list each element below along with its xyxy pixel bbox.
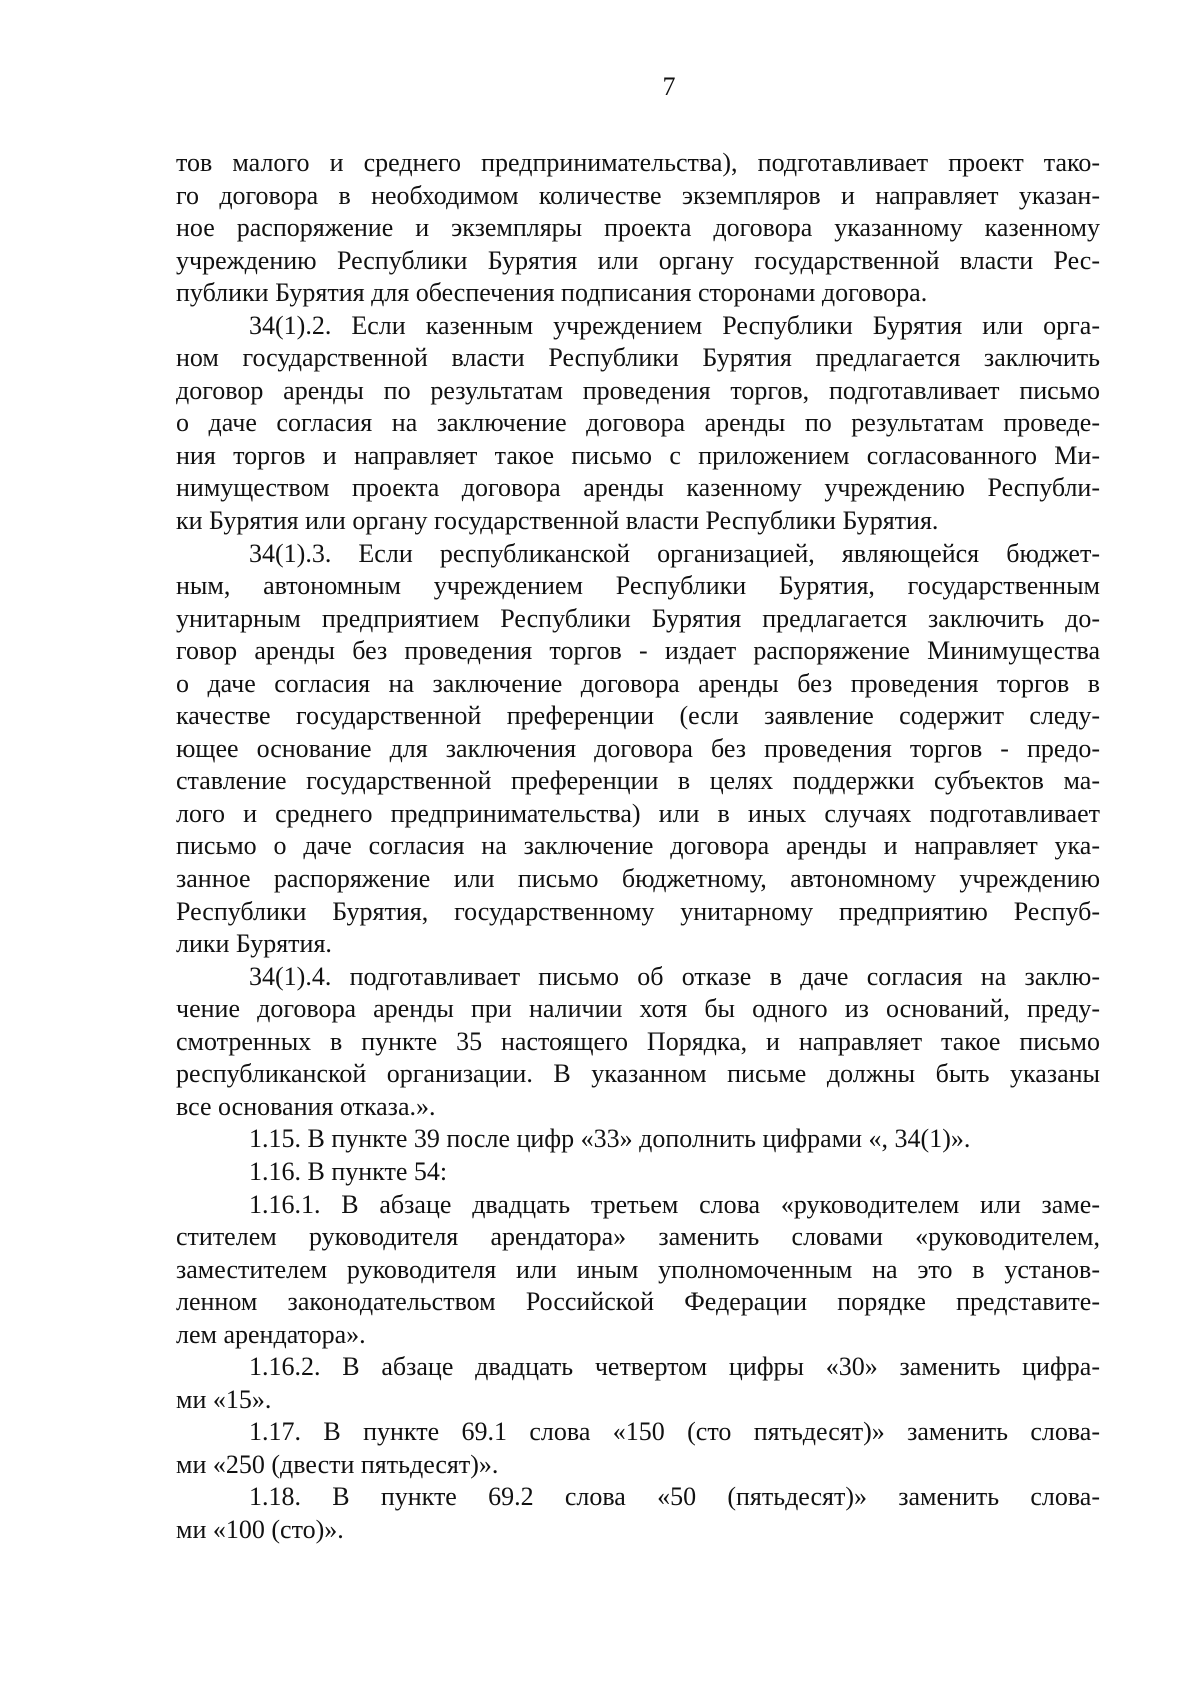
text-line: ленном законодательством Российской Федерации порядке представите-	[176, 1287, 1100, 1317]
text-line: ми «15».	[176, 1384, 272, 1414]
paragraph	[176, 1481, 1100, 1546]
text-line: унитарным предприятием Республики Бурятия предлагается заключить до-	[176, 603, 1100, 633]
text-line: лого и среднего предпринимательства) или в иных случаях подготавливает	[176, 798, 1100, 828]
text-line: занное распоряжение или письмо бюджетному, автономному учреждению	[176, 864, 1100, 894]
text-line: все основания отказа.».	[176, 1091, 436, 1121]
paragraph	[176, 1156, 1100, 1189]
text-line: республиканской организации. В указанном письме должны быть указаны	[176, 1059, 1100, 1089]
paragraph	[176, 961, 1100, 1124]
paragraph	[176, 1123, 1100, 1156]
text-line: ное распоряжение и экземпляры проекта договора указанному казенному	[176, 213, 1100, 243]
text-line: лем арендатора».	[176, 1319, 366, 1349]
text-line: учреждению Республики Бурятия или органу государственной власти Рес-	[176, 245, 1100, 275]
text-line: о даче согласия на заключение договора аренды без проведения торгов в	[176, 668, 1100, 698]
text-line: 1.16. В пункте 54:	[249, 1156, 448, 1186]
text-line: качестве государственной преференции (если заявление содержит следу-	[176, 701, 1100, 731]
page-number: 7	[662, 72, 676, 101]
paragraph	[176, 310, 1100, 538]
text-line: 1.18. В пункте 69.2 слова «50 (пятьдесят)» заменить слова-	[249, 1482, 1100, 1512]
text-line: ния торгов и направляет такое письмо с приложением согласованного Ми-	[176, 440, 1100, 470]
paragraph	[176, 147, 1100, 310]
text-line: письмо о даче согласия на заключение договора аренды и направляет ука-	[176, 831, 1100, 861]
paragraph	[176, 1189, 1100, 1352]
document-body	[176, 147, 1100, 1547]
text-line: ми «250 (двести пятьдесят)».	[176, 1449, 499, 1479]
text-line: лики Бурятия.	[176, 929, 332, 959]
text-line: ном государственной власти Республики Бурятия предлагается заключить	[176, 343, 1100, 373]
text-line: 1.17. В пункте 69.1 слова «150 (сто пятьдесят)» заменить слова-	[249, 1417, 1100, 1447]
text-line: 1.16.2. В абзаце двадцать четвертом цифры «30» заменить цифра-	[249, 1352, 1100, 1382]
text-line: 34(1).4. подготавливает письмо об отказе в даче согласия на заклю-	[249, 961, 1100, 991]
text-line: публики Бурятия для обеспечения подписания сторонами договора.	[176, 278, 928, 308]
text-line: ным, автономным учреждением Республики Бурятия, государственным	[176, 571, 1100, 601]
text-line: ми «100 (сто)».	[176, 1514, 344, 1544]
text-line: 1.16.1. В абзаце двадцать третьем слова «руководителем или заме-	[249, 1189, 1100, 1219]
text-line: ющее основание для заключения договора без проведения торгов - предо-	[176, 733, 1100, 763]
text-line: говор аренды без проведения торгов - издает распоряжение Минимущества	[176, 636, 1100, 666]
text-line: тов малого и среднего предпринимательства), подготавливает проект тако-	[176, 148, 1100, 177]
text-line: 1.15. В пункте 39 после цифр «33» дополнить цифрами «, 34(1)».	[249, 1124, 971, 1154]
text-line: смотренных в пункте 35 настоящего Порядка, и направляет такое письмо	[176, 1026, 1100, 1056]
paragraph	[176, 1351, 1100, 1416]
text-line: го договора в необходимом количестве экземпляров и направляет указан-	[176, 180, 1100, 210]
text-line: нимуществом проекта договора аренды казенному учреждению Республи-	[176, 473, 1100, 503]
paragraph	[176, 538, 1100, 961]
text-line: ставление государственной преференции в целях поддержки субъектов ма-	[176, 766, 1100, 796]
text-line: стителем руководителя арендатора» заменить словами «руководителем,	[176, 1222, 1100, 1252]
text-line: о даче согласия на заключение договора аренды по результатам проведе-	[176, 408, 1100, 438]
paragraph	[176, 1416, 1100, 1481]
text-line: 34(1).2. Если казенным учреждением Республики Бурятия или орга-	[249, 310, 1100, 340]
text-line: ки Бурятия или органу государственной власти Республики Бурятия.	[176, 506, 939, 536]
text-line: 34(1).3. Если республиканской организацией, являющейся бюджет-	[249, 538, 1100, 568]
text-line: Республики Бурятия, государственному унитарному предприятию Респуб-	[176, 896, 1100, 926]
text-line: заместителем руководителя или иным уполномоченным на это в установ-	[176, 1254, 1100, 1284]
text-line: договор аренды по результатам проведения торгов, подготавливает письмо	[176, 375, 1100, 405]
text-line: чение договора аренды при наличии хотя бы одного из оснований, преду-	[176, 994, 1100, 1024]
